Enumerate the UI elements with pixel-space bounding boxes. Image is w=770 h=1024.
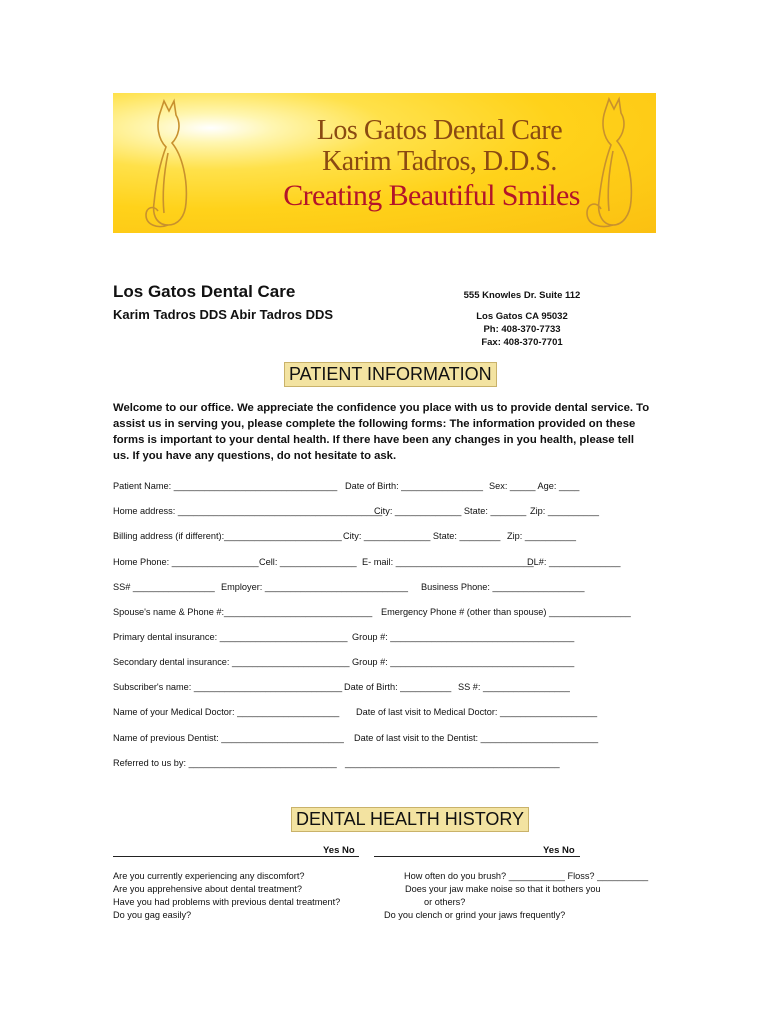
welcome-paragraph: Welcome to our office. We appreciate the confidence you place with us to provide dental service. To assist us in serving you, please complete the following forms: The information provided on these forms is important to your dental health. If there have been any changes in you health, please tell us. If you have any questions, do not hesitate to ask. <box>113 402 650 462</box>
history-question: Are you currently experiencing any discomfort? <box>113 871 305 881</box>
banner-line-3: Creating Beautiful Smiles <box>283 179 580 212</box>
subscriber-ss-field[interactable]: SS #: _________________ <box>458 682 570 692</box>
home-phone-field[interactable]: Home Phone: _________________ <box>113 557 259 567</box>
billing-zip-field[interactable]: Zip: __________ <box>507 531 576 541</box>
ss-field[interactable]: SS# ________________ <box>113 582 215 592</box>
cell-field[interactable]: Cell: _______________ <box>259 557 357 567</box>
address-city: Los Gatos CA 95032 <box>476 311 568 322</box>
brush-floss-question[interactable]: How often do you brush? ___________ Floss? __________ <box>404 871 649 881</box>
emergency-phone-field[interactable]: Emergency Phone # (other than spouse) ________________ <box>381 607 631 617</box>
right-header-rule <box>374 856 580 857</box>
clench-grind-question: Do you clench or grind your jaws frequently? <box>384 910 566 920</box>
history-question: Are you apprehensive about dental treatment? <box>113 884 302 894</box>
spouse-field[interactable]: Spouse's name & Phone #:_____________________________ <box>113 607 373 617</box>
business-phone-field[interactable]: Business Phone: __________________ <box>421 582 585 592</box>
history-question: Have you had problems with previous dental treatment? <box>113 897 341 907</box>
practice-name: Los Gatos Dental Care <box>113 282 296 301</box>
dl-field[interactable]: DL#: ______________ <box>527 557 621 567</box>
sex-age-field[interactable]: Sex: _____ Age: ____ <box>489 481 580 491</box>
yes-no-left-header: Yes No <box>323 845 355 856</box>
jaw-noise-question-cont: or others? <box>424 897 466 907</box>
home-address-field[interactable]: Home address: ________________________________________ <box>113 506 383 516</box>
email-field[interactable]: E- mail: ___________________________ <box>362 557 534 567</box>
employer-field[interactable]: Employer: ____________________________ <box>221 582 408 592</box>
subscriber-dob-field[interactable]: Date of Birth: __________ <box>344 682 452 692</box>
address-street: 555 Knowles Dr. Suite 112 <box>463 290 581 301</box>
city-state-field[interactable]: City: _____________ State: _______ <box>374 506 527 516</box>
primary-group-field[interactable]: Group #: ____________________________________ <box>352 632 575 642</box>
left-header-rule <box>113 856 359 857</box>
dental-history-title: DENTAL HEALTH HISTORY <box>291 807 529 832</box>
banner-line-1: Los Gatos Dental Care <box>316 115 563 146</box>
billing-city-state-field[interactable]: City: _____________ State: ________ <box>343 531 501 541</box>
referred-by-field[interactable]: Referred to us by: _____________________________ <box>113 758 337 768</box>
dob-field[interactable]: Date of Birth: ________________ <box>345 481 483 491</box>
subscriber-name-field[interactable]: Subscriber's name: _____________________________ <box>113 682 343 692</box>
patient-name-field[interactable]: Patient Name: ________________________________ <box>113 481 338 491</box>
address-phone: Ph: 408-370-7733 <box>483 324 561 335</box>
address-fax: Fax: 408-370-7701 <box>481 337 563 348</box>
previous-dentist-field[interactable]: Name of previous Dentist: ________________________ <box>113 733 344 743</box>
secondary-insurance-field[interactable]: Secondary dental insurance: _______________________ <box>113 657 350 667</box>
last-visit-dentist-field[interactable]: Date of last visit to the Dentist: _______________________ <box>354 733 599 743</box>
banner-image <box>113 93 656 233</box>
patient-info-title: PATIENT INFORMATION <box>284 362 497 387</box>
zip-field[interactable]: Zip: __________ <box>530 506 599 516</box>
medical-doctor-field[interactable]: Name of your Medical Doctor: ____________________ <box>113 707 340 717</box>
billing-address-field[interactable]: Billing address (if different):_______________________ <box>113 531 342 541</box>
history-question: Do you gag easily? <box>113 910 192 920</box>
doctors-names: Karim Tadros DDS Abir Tadros DDS <box>113 307 334 322</box>
primary-insurance-field[interactable]: Primary dental insurance: _________________________ <box>113 632 348 642</box>
jaw-noise-question: Does your jaw make noise so that it bothers you <box>405 884 601 894</box>
last-visit-md-field[interactable]: Date of last visit to Medical Doctor: ___________________ <box>356 707 598 717</box>
yes-no-right-header: Yes No <box>543 845 575 856</box>
banner-line-2: Karim Tadros, D.D.S. <box>322 146 557 177</box>
secondary-group-field[interactable]: Group #: ____________________________________ <box>352 657 575 667</box>
referred-by-extra-field[interactable]: __________________________________________ <box>345 758 560 768</box>
